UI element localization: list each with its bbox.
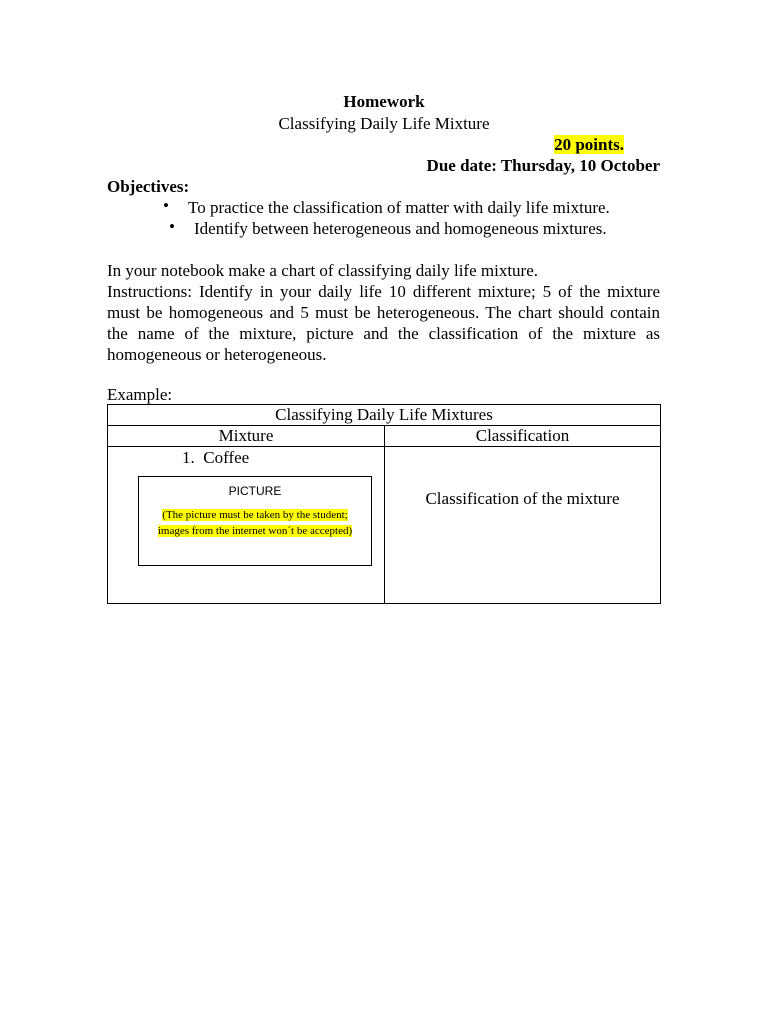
- bullet-icon: •: [163, 196, 169, 215]
- mixture-cell: [108, 447, 385, 604]
- picture-note: [139, 507, 371, 539]
- picture-note-line: images from the internet won´t be accepted): [157, 525, 353, 537]
- example-label: Example:: [107, 385, 173, 404]
- picture-placeholder: [138, 476, 372, 566]
- points-highlight: 20 points.: [554, 135, 624, 154]
- instructions-text: Instructions: Identify in your daily life 10 different mixture; 5 of the mixture must be homogeneous and 5 must be heterogeneous. The chart should contain the name of the mixture, picture and the classification of the mixture as homogeneous or heterogeneous.: [107, 282, 660, 364]
- objective-item: To practice the classification of matter with daily life mixture.: [188, 198, 610, 217]
- objective-item: Identify between heterogeneous and homogeneous mixtures.: [194, 219, 607, 238]
- bullet-icon: •: [169, 217, 175, 236]
- column-header-classification: Classification: [385, 426, 661, 447]
- example-table: [107, 404, 661, 604]
- document-title: Homework: [343, 92, 425, 111]
- table-title: Classifying Daily Life Mixtures: [108, 405, 661, 426]
- picture-note-line: (The picture must be taken by the student;: [162, 509, 348, 521]
- item-number: 1.: [182, 448, 195, 467]
- picture-label: PICTURE: [228, 484, 282, 498]
- classification-text: Classification of the mixture: [425, 489, 620, 508]
- objectives-heading: Objectives:: [107, 177, 190, 196]
- points-label: [554, 134, 624, 155]
- column-header-mixture: Mixture: [108, 426, 385, 447]
- intro-text: In your notebook make a chart of classifying daily life mixture.: [107, 261, 539, 280]
- document-subtitle: Classifying Daily Life Mixture: [278, 114, 490, 133]
- mixture-item: [182, 448, 249, 468]
- instructions-paragraph: [107, 281, 660, 365]
- item-name: Coffee: [203, 448, 250, 467]
- classification-cell: [385, 447, 661, 604]
- due-date: Due date: Thursday, 10 October: [426, 156, 660, 175]
